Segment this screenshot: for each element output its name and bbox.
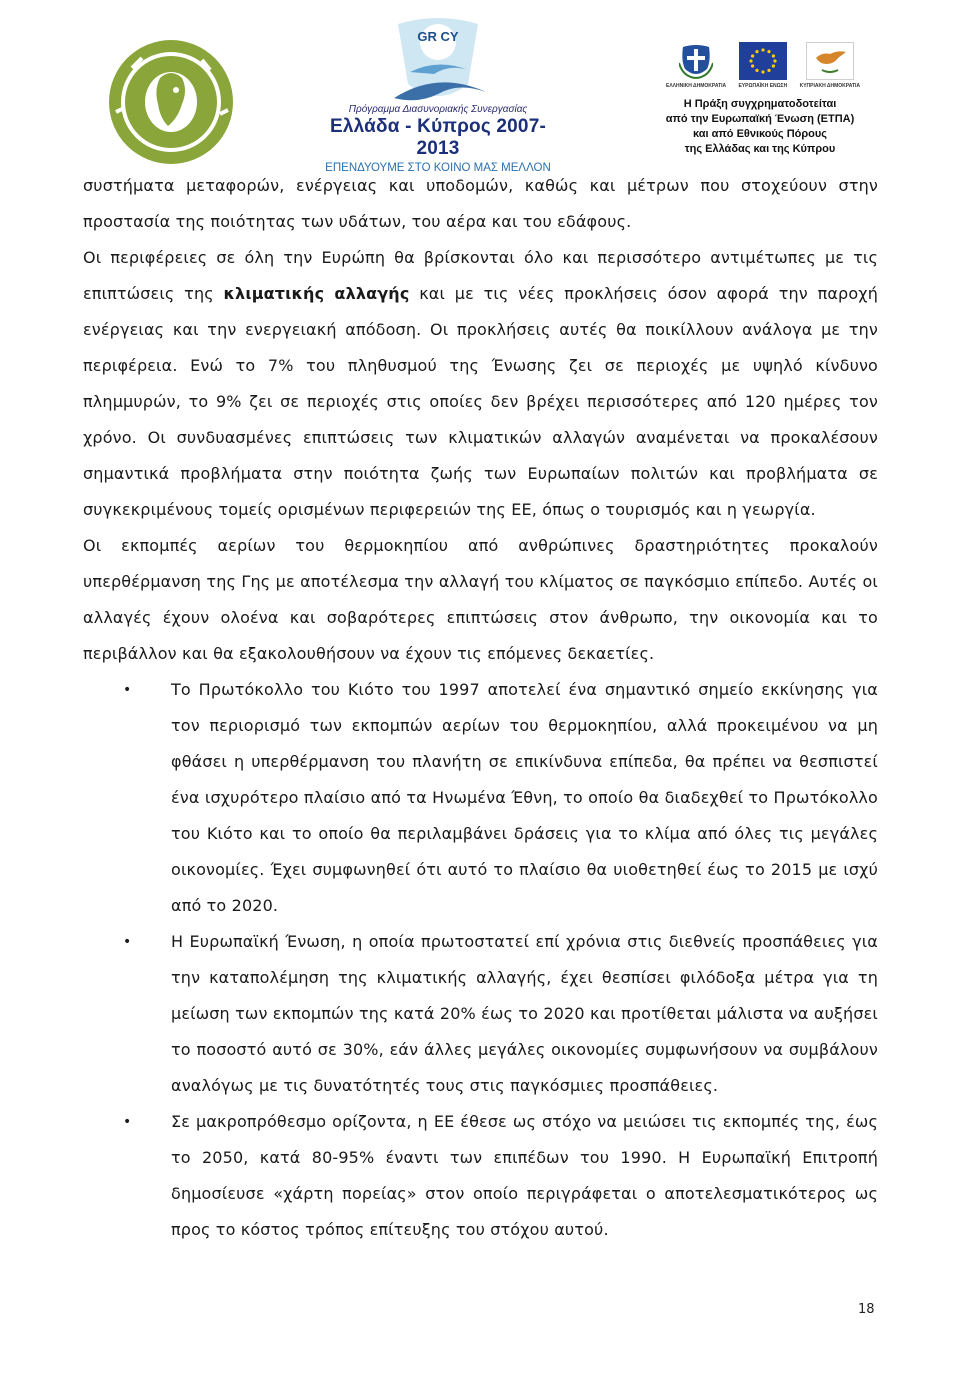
page-header <box>0 0 960 174</box>
grcy-badge-label: GR CY <box>417 29 459 44</box>
cofunding-block <box>660 42 860 168</box>
flag-caption-cyprus: ΚΥΠΡΙΑΚΗ ΔΗΜΟΚΡΑΤΙΑ <box>799 83 860 89</box>
cofunding-line: της Ελλάδας και της Κύπρου <box>684 143 836 155</box>
document-body <box>83 168 878 1248</box>
lapi-proskala-logo <box>102 38 240 166</box>
greece-emblem <box>666 42 726 89</box>
bullet-list <box>83 672 878 1248</box>
paragraph-1: συστήματα μεταφορών, ενέργειας και υποδομών, καθώς και μέτρων που στοχεύουν στην προστασία της ποιότητας των υδάτων, του αέρα και του εδάφους. <box>83 176 878 231</box>
page-number: 18 <box>858 1302 875 1317</box>
flags-row <box>666 42 860 89</box>
paragraph-3: Οι εκπομπές αερίων του θερμοκηπίου από ανθρώπινες δραστηριότητες προκαλούν υπερθέρμανση της Γης με αποτέλεσμα την αλλαγή του κλίματος σε παγκόσμιο επίπεδο. Αυτές οι αλλαγές έχουν ολοένα και σοβαρότερες επιπτώσεις στον άνθρωπο, την οικονομία και το περιβάλλον και θα εξακολουθήσουν να έχουν τις επόμενες δεκαετίες. <box>83 536 878 663</box>
cyprus-flag <box>800 42 860 89</box>
list-item <box>83 1104 878 1248</box>
cyprus-map-icon <box>808 44 852 78</box>
flag-caption-eu: ΕΥΡΩΠΑΪΚΗ ΕΝΩΣΗ <box>738 83 788 89</box>
bullet-icon: • <box>123 682 132 698</box>
list-item-text: Η Ευρωπαϊκή Ένωση, η οποία πρωτοστατεί επί χρόνια στις διεθνείς προσπάθειες για την καταπολέμηση της κλιματικής αλλαγής, έχει θεσπίσει φιλόδοξα μέτρα για τη μείωση των εκπομπών της κατά 20% έως το 2020 και προτίθεται μάλιστα να αυξήσει το ποσοστό αυτό σε 30%, εάν άλλες μεγάλες οικονομίες συμφωνήσουν να συμβάλουν αναλόγως με τις δυνατότητές τους στις παγκόσμιες προσπάθειες. <box>171 932 878 1095</box>
eu-flag <box>736 42 789 89</box>
bullet-icon: • <box>123 934 132 950</box>
bullet-icon: • <box>123 1114 132 1130</box>
cofunding-line: Η Πράξη συγχρηματοδοτείται <box>683 98 837 110</box>
coin-logo-graphic <box>102 38 240 166</box>
paragraph-2 <box>83 240 878 528</box>
list-item-text: Σε μακροπρόθεσμο ορίζοντα, η ΕΕ έθεσε ως στόχο να μειώσει τις εκπομπές της, έως το 2050, κατά 80-95% έναντι των επιπέδων του 1990. Η Ευρωπαϊκή Επιτροπή δημοσίευσε «χάρτη πορείας» στον οποίο περιγράφεται ο αποτελεσματικότερος ως προς το κόστος τρόπος επίτευξης του στόχου αυτού. <box>171 1112 878 1239</box>
programme-logo <box>318 12 558 174</box>
paragraph-2-start: Οι περιφέρειες σε όλη την Ευρώπη θα βρίσκονται όλο και περισσότερο αντιμέτωπες με τις επιπτώσεις της <box>83 248 878 303</box>
emphasis-climate-change: κλιματικής αλλαγής <box>223 284 410 303</box>
programme-motto: ΕΠΕΝΔΥΟΥΜΕ ΣΤΟ ΚΟΙΝΟ ΜΑΣ ΜΕΛΛΟΝ <box>325 162 551 174</box>
programme-label: Πρόγραμμα Διασυνοριακής Συνεργασίας <box>348 104 528 115</box>
greek-emblem-icon <box>679 43 713 79</box>
programme-title: Ελλάδα - Κύπρος 2007-2013 <box>330 116 546 159</box>
paragraph-2-end: και με τις νέες προκλήσεις όσον αφορά την παροχή ενέργειας και την ενεργειακή απόδοση. Οι προκλήσεις αυτές θα ποικίλλουν ανάλογα με την περιφέρεια. Ενώ το 7% του πληθυσμού της Ένωσης ζει σε περιοχές με υψηλό κίνδυνο πλημμυρών, το 9% ζει σε περιοχές στις οποίες δεν βρέχει περισσότερες από 120 ημέρες τον χρόνο. Οι συνδυασμένες επιπτώσεις των κλιματικών αλλαγών αναμένεται να προκαλέσουν σημαντικά προβλήματα στην ποιότητα ζωής των Ευρωπαίων πολιτών και προβλήματα σε συγκεκριμένους τομείς ορισμένων περιφερειών της ΕΕ, όπως ο τουρισμός και η γεωργία. <box>83 284 878 519</box>
list-item <box>83 924 878 1104</box>
list-item-text: Το Πρωτόκολλο του Κιότο του 1997 αποτελεί ένα σημαντικό σημείο εκκίνησης για τον περιορισμό των εκπομπών αερίων του θερμοκηπίου, αλλά προκειμένου να μη φθάσει η υπερθέρμανση του πλανήτη σε επικίνδυνα επίπεδα, θα πρέπει να θεσπιστεί ένα ισχυρότερο πλαίσιο από τα Ηνωμένα Έθνη, το οποίο θα διαδεχθεί το Πρωτόκολλο του Κιότο και το οποίο θα περιλαμβάνει δράσεις για το κλίμα από όλες τις μεγάλες οικονομίες. Έχει συμφωνηθεί ότι αυτό το πλαίσιο θα υιοθετηθεί έως το 2015 με ισχύ από το 2020. <box>171 680 878 915</box>
list-item <box>83 672 878 924</box>
flag-caption-greece: ΕΛΛΗΝΙΚΗ ΔΗΜΟΚΡΑΤΙΑ <box>666 83 727 89</box>
cofunding-line: και από Εθνικούς Πόρους <box>692 128 828 140</box>
cofunding-text <box>660 97 860 157</box>
cofunding-line: από την Ευρωπαϊκή Ένωση (ΕΤΠΑ) <box>665 113 855 125</box>
grcy-badge-graphic <box>318 12 558 108</box>
eu-stars-icon <box>741 44 785 78</box>
